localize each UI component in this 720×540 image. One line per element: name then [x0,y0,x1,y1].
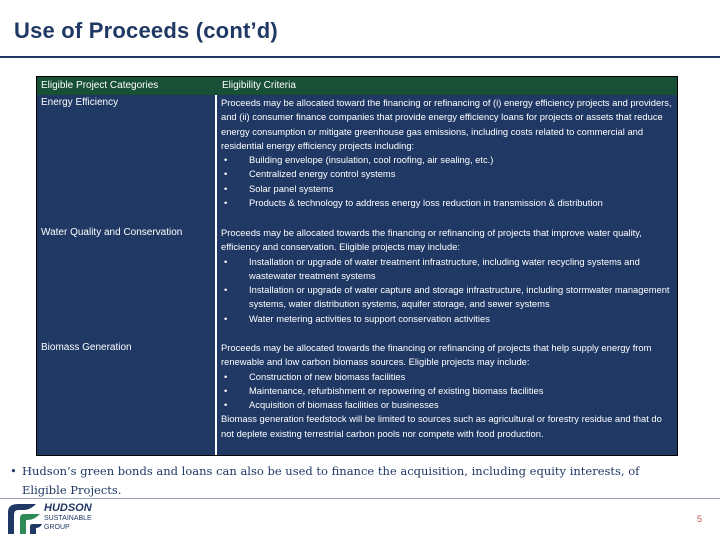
criteria-intro: Proceeds may be allocated toward the financing or refinancing of (i) energy efficiency projects and providers, and (ii) consumer finance companies that provide energy efficiency loans for projects or assets that reduce energy consumption or mitigate greenhouse gas emissions, including costs related to commercial and residential energy efficiency projects including: [221,97,672,151]
category-water-quality: Water Quality and Conservation [41,227,183,238]
note-paragraph [10,462,682,500]
criteria-list [221,153,673,210]
logo-subtitle: SUSTAINABLE [44,515,92,522]
list-item: • Centralized energy control systems [221,167,673,181]
list-item: • Products & technology to address energy loss reduction in transmission & distribution [221,196,673,210]
list-item: • Maintenance, refurbishment or repowering of existing biomass facilities [221,384,673,398]
page-title: Use of Proceeds (cont’d) [14,18,278,43]
logo-wordmark [44,504,92,532]
criteria-list [221,255,673,326]
list-item: • Construction of new biomass facilities [221,370,673,384]
eligibility-table [36,76,678,456]
logo-name: HUDSON [44,502,92,514]
list-item: • Installation or upgrade of water capture and storage infrastructure, including stormwater management systems, water distribution systems, aquifer storage, and sewer systems [221,283,673,312]
header-criteria: Eligibility Criteria [222,80,296,91]
list-item: • Building envelope (insulation, cool roofing, air sealing, etc.) [221,153,673,167]
list-item: • Acquisition of biomass facilities or businesses [221,398,673,412]
list-item: • Solar panel systems [221,182,673,196]
table-body [37,95,677,455]
page-number: 5 [696,514,702,524]
category-column [37,95,209,455]
criteria-water-quality [221,226,673,326]
list-item: • Water metering activities to support conservation activities [221,312,673,326]
footer-divider [0,498,720,499]
note-text: Hudson’s green bonds and loans can also be used to finance the acquisition, including equity interests, of Eligible Projects. [22,464,640,497]
category-energy-efficiency: Energy Efficiency [41,97,119,108]
title-divider [0,56,720,58]
criteria-energy-efficiency [221,96,673,210]
category-biomass: Biomass Generation [41,342,132,353]
criteria-biomass [221,341,673,441]
criteria-intro: Proceeds may be allocated towards the financing or refinancing of projects that improve water quality, efficiency and conservation. Eligible projects may include: [221,227,642,253]
list-item: • Installation or upgrade of water treatment infrastructure, including water recycling systems and wastewater treatment systems [221,255,673,284]
logo-subtitle-2: GROUP [44,524,70,531]
note-bullet: • [10,464,17,478]
criteria-outro: Biomass generation feedstock will be limited to sources such as agricultural or forestry residue and that do not deplete existing terrestrial carbon pools nor compete with food production. [221,413,662,439]
criteria-intro: Proceeds may be allocated towards the financing or refinancing of projects that help supply energy from renewable and low carbon biomass sources. Eligible projects may include: [221,342,652,368]
criteria-list [221,370,673,413]
header-categories: Eligible Project Categories [41,80,159,91]
table-header [37,77,677,95]
column-divider [215,95,217,455]
